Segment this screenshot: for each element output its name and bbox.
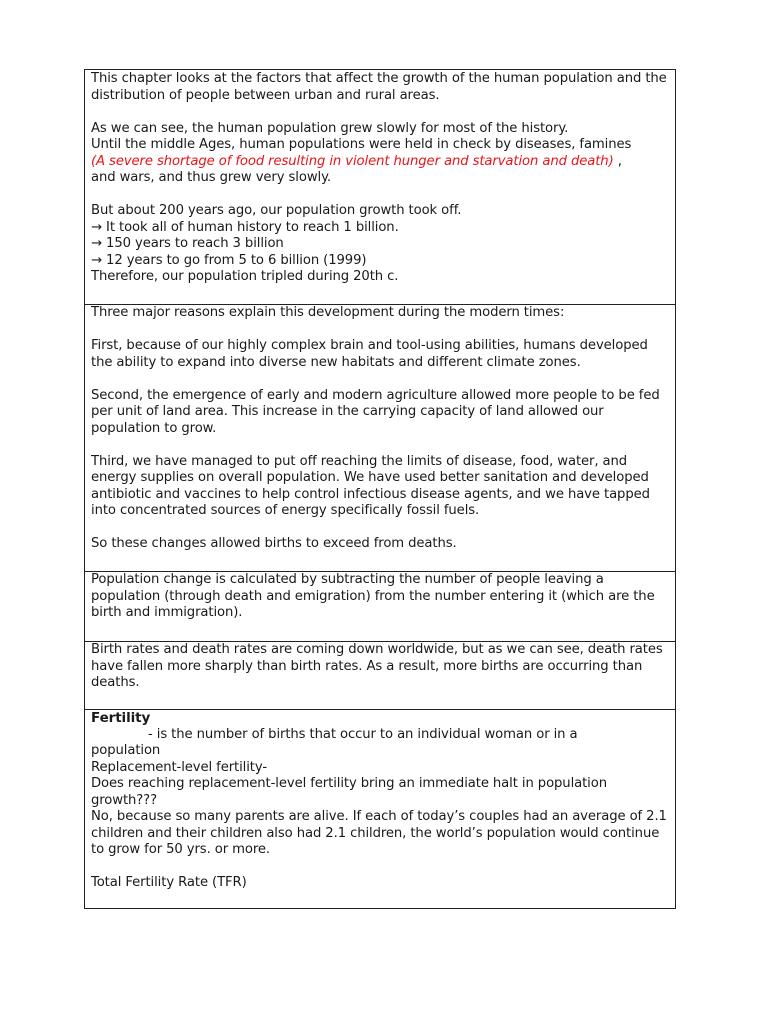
table-cell-fertility xyxy=(85,709,675,908)
famine-comma: , xyxy=(613,153,622,169)
fertility-answer: No, because so many parents are alive. If each of today’s couples had an average of 2.1 children and their children also had 2.1 children, the world’s population would continue to grow for 50 yrs. or more. xyxy=(91,809,667,857)
reasons-intro: Three major reasons explain this development during the modern times: xyxy=(91,305,565,320)
document-table xyxy=(84,69,676,909)
table-cell-reasons xyxy=(85,304,675,571)
growth-line-2: → It took all of human history to reach 1 billion. xyxy=(91,219,399,235)
reason-first: First, because of our highly complex brain and tool-using abilities, humans developed the ability to expand into diverse new habitats and different climate zones. xyxy=(91,338,648,370)
growth-line-4: → 12 years to go from 5 to 6 billion (1999) xyxy=(91,252,367,268)
birth-death-rates-text: Birth rates and death rates are coming down worldwide, but as we can see, death rates have fallen more sharply than birth rates. As a result, more births are occurring than deaths. xyxy=(91,642,663,690)
growth-line-3: → 150 years to reach 3 billion xyxy=(91,236,284,251)
growth-line-1: But about 200 years ago, our population growth took off. xyxy=(91,203,462,218)
fertility-definition-cont: population xyxy=(91,743,161,758)
fertility-heading: Fertility xyxy=(91,710,151,726)
fertility-definition: - is the number of births that occur to an individual woman or in a xyxy=(148,726,578,742)
famine-definition: (A severe shortage of food resulting in violent hunger and starvation and death) xyxy=(91,153,614,169)
reason-third: Third, we have managed to put off reaching the limits of disease, food, water, and energy supplies on overall population. We have used better sanitation and developed antibiotic and vaccines to help control infectious disease agents, and we have tapped into concentrated sources of energy specifically fossil fuels. xyxy=(91,453,650,518)
replacement-fertility: Replacement-level fertility- xyxy=(91,759,268,775)
reason-second: Second, the emergence of early and modern agriculture allowed more people to be fed per unit of land area. This increase in the carrying capacity of land allowed our population to grow. xyxy=(91,387,660,436)
history-line-3 xyxy=(91,154,669,171)
table-cell-birth-death-rates xyxy=(85,641,675,709)
table-cell-intro xyxy=(85,70,675,304)
table-cell-population-change xyxy=(85,571,675,641)
growth-line-5: Therefore, our population tripled during 20th c. xyxy=(91,269,399,284)
population-change-text: Population change is calculated by subtracting the number of people leaving a population (through death and emigration) from the number entering it (which are the birth and immigration). xyxy=(91,572,655,620)
reasons-conclusion: So these changes allowed births to exceed from deaths. xyxy=(91,536,457,551)
history-line-4: and wars, and thus grew very slowly. xyxy=(91,170,331,185)
history-line-1: As we can see, the human population grew slowly for most of the history. xyxy=(91,120,569,136)
tfr-label: Total Fertility Rate (TFR) xyxy=(91,875,247,890)
fertility-question: Does reaching replacement-level fertility bring an immediate halt in population growth??? xyxy=(91,776,607,808)
intro-paragraph: This chapter looks at the factors that affect the growth of the human population and the distribution of people between urban and rural areas. xyxy=(91,71,667,103)
history-line-2: Until the middle Ages, human populations were held in check by diseases, famines xyxy=(91,137,632,152)
